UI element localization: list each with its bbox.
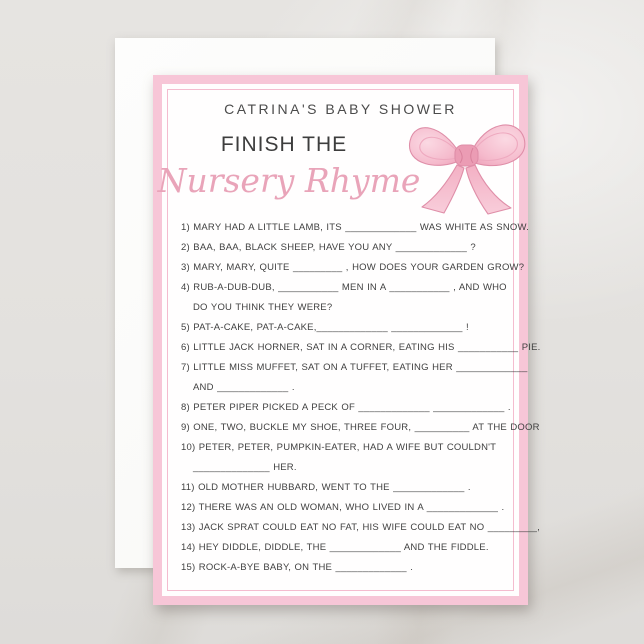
- question-line: 5) PAT-A-CAKE, PAT-A-CAKE,_____________ _____________ !: [181, 322, 469, 333]
- question-line: 14) HEY DIDDLE, DIDDLE, THE _____________ AND THE FIDDLE.: [181, 542, 489, 553]
- question-line: 9) ONE, TWO, BUCKLE MY SHOE, THREE FOUR, __________ AT THE DOOR: [181, 422, 540, 433]
- question-line: 8) PETER PIPER PICKED A PECK OF _____________ _____________ .: [181, 402, 511, 413]
- question-line: 15) ROCK-A-BYE BABY, ON THE _____________ .: [181, 562, 414, 573]
- question-line: 12) THERE WAS AN OLD WOMAN, WHO LIVED IN A _____________ .: [181, 502, 505, 513]
- card-title-line2: Nursery Rhyme: [157, 161, 421, 200]
- game-card: [153, 75, 541, 605]
- pink-bow-icon: [403, 105, 531, 215]
- question-line: 2) BAA, BAA, BLACK SHEEP, HAVE YOU ANY _____________ ?: [181, 242, 476, 253]
- question-line: 1) MARY HAD A LITTLE LAMB, ITS _____________ WAS WHITE AS SNOW.: [181, 222, 529, 233]
- question-line: AND _____________ .: [193, 382, 295, 393]
- question-line: 6) LITTLE JACK HORNER, SAT IN A CORNER, EATING HIS ___________ PIE.: [181, 342, 541, 353]
- questions-list: [181, 218, 541, 578]
- question-line: DO YOU THINK THEY WERE?: [193, 302, 333, 313]
- question-line: 3) MARY, MARY, QUITE _________ , HOW DOES YOUR GARDEN GROW?: [181, 262, 525, 273]
- question-line: ______________ HER.: [193, 462, 297, 473]
- question-line: 10) PETER, PETER, PUMPKIN-EATER, HAD A WIFE BUT COULDN'T: [181, 442, 497, 453]
- question-line: 13) JACK SPRAT COULD EAT NO FAT, HIS WIFE COULD EAT NO _________,: [181, 522, 540, 533]
- card-title-line1: FINISH THE: [220, 133, 348, 156]
- event-title: CATRINA'S BABY SHOWER: [224, 101, 457, 117]
- question-line: 4) RUB-A-DUB-DUB, ___________ MEN IN A ___________ , AND WHO: [181, 282, 507, 293]
- question-line: 11) OLD MOTHER HUBBARD, WENT TO THE _____________ .: [181, 482, 471, 493]
- question-line: 7) LITTLE MISS MUFFET, SAT ON A TUFFET, EATING HER _____________: [181, 362, 528, 373]
